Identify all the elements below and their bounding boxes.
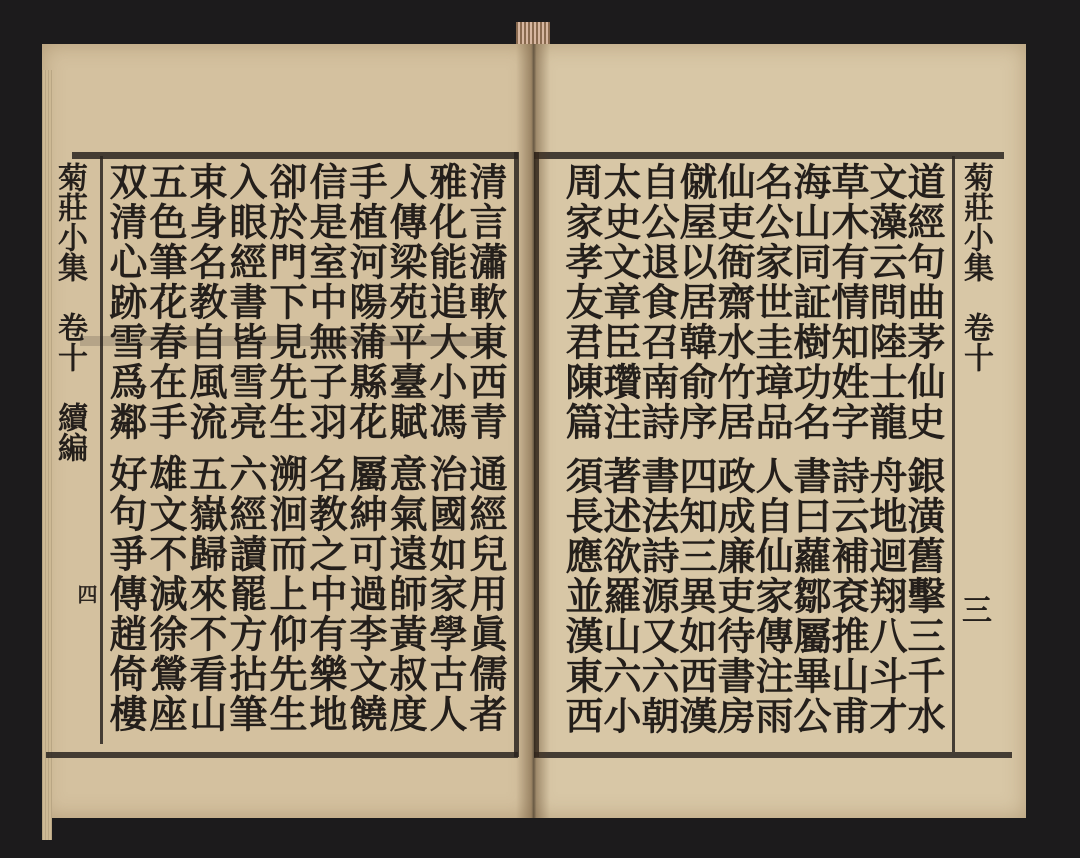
right-upper-column-7: 僦屋以居韓俞序 (673, 162, 718, 442)
right-lower-column-9: 著述欲羅山六小 (597, 456, 642, 736)
left-page (42, 44, 532, 818)
right-upper-column-2: 文藻云問陸士龍 (863, 162, 908, 442)
left-lower-column-8: 五嶽歸來不看山 (183, 454, 228, 734)
left-top-rule (72, 152, 518, 159)
right-lower-column-4: 書曰蘿鄒屬畢公 (787, 456, 832, 736)
right-lower-column-5: 人自仙家傳注雨 (749, 456, 794, 736)
right-lower-column-8: 書法詩源又六朝 (635, 456, 680, 736)
book-gutter-shadow (516, 44, 550, 818)
right-top-rule (534, 152, 1004, 159)
left-lower-column-6: 溯洄而上仰先生 (263, 454, 308, 734)
right-lower-column-2: 舟地迴翔八斗才 (863, 456, 908, 736)
right-title-column: 菊莊小集 卷十 (958, 162, 993, 372)
left-upper-column-9: 五色筆花春在手 (143, 162, 188, 442)
left-lower-column-7: 六經讀罷方拈筆 (223, 454, 268, 734)
right-upper-column-9: 太史文章臣瓚注 (597, 162, 642, 442)
right-upper-column-3: 草木有情知姓字 (825, 162, 870, 442)
left-lower-column-1: 通經兒用眞儒者 (463, 454, 508, 734)
right-upper-column-5: 名公家世圭璋品 (749, 162, 794, 442)
right-bottom-rule (534, 752, 1012, 758)
right-upper-column-10: 周家孝友君陳篇 (559, 162, 604, 442)
left-lower-column-5: 名教之中有樂地 (303, 454, 348, 734)
left-lower-column-2: 治國如家學古人 (423, 454, 468, 734)
right-lower-column-6: 政成廉吏待書房 (711, 456, 756, 736)
open-book-spread (38, 22, 1038, 818)
right-title-rule (952, 156, 955, 752)
left-upper-column-7: 入眼經書皆雪亮 (223, 162, 268, 442)
left-upper-column-3: 人傳梁苑平臺賦 (383, 162, 428, 442)
right-upper-column-4: 海山同証樹功名 (787, 162, 832, 442)
right-lower-column-10: 須長應並漢東西 (559, 456, 604, 736)
left-upper-column-2: 雅化能追大小馮 (423, 162, 468, 442)
right-upper-column-6: 仙吏衙齋水竹居 (711, 162, 756, 442)
left-lower-column-9: 雄文不減徐鶯座 (143, 454, 188, 734)
left-lower-column-10: 好句爭傳趙倚樓 (103, 454, 148, 734)
left-page-number: 四 (74, 584, 98, 604)
right-page-number: 三 (956, 594, 991, 624)
right-page (532, 44, 1026, 818)
right-lower-column-1: 銀潢舊擊三千水 (901, 456, 946, 736)
left-upper-column-1: 清言瀟軟東西青 (463, 162, 508, 442)
right-lower-column-7: 四知三異如西漢 (673, 456, 718, 736)
right-upper-column-8: 自公退食召南詩 (635, 162, 680, 442)
left-title-column: 菊莊小集 卷十 續編 (52, 162, 87, 462)
left-lower-column-3: 意氣遠師黃叔度 (383, 454, 428, 734)
right-lower-column-3: 詩云補袞推山甫 (825, 456, 870, 736)
left-upper-column-6: 卻於門下見先生 (263, 162, 308, 442)
left-lower-column-4: 屬紳可過李文饒 (343, 454, 388, 734)
left-bottom-rule (46, 752, 518, 758)
left-upper-column-5: 信是室中無子羽 (303, 162, 348, 442)
right-upper-column-1: 道經句曲茅仙史 (901, 162, 946, 442)
left-page-edges (42, 70, 52, 840)
left-upper-column-10: 双清心跡雪爲鄰 (103, 162, 148, 442)
left-upper-column-4: 手植河陽蒲縣花 (343, 162, 388, 442)
left-upper-column-8: 束身名教自風流 (183, 162, 228, 442)
